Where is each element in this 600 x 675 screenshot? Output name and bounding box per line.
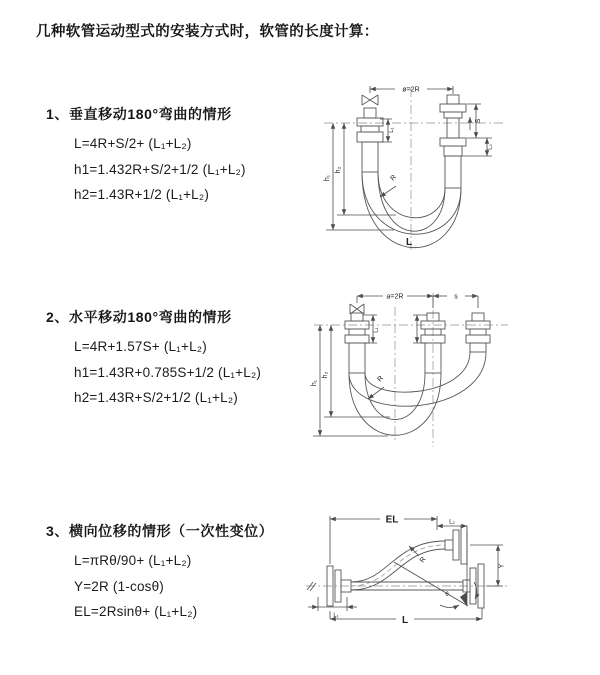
shifted-pipe-fitting (466, 313, 490, 352)
section-lateral-displacement (46, 521, 273, 625)
page-title: 几种软管运动型式的安装方式时，软管的长度计算： (36, 24, 379, 40)
break-mark (307, 582, 316, 591)
dim-label-l2: L₂ (449, 519, 455, 526)
right-pipe-fitting (440, 95, 466, 188)
section-horizontal-movement (46, 307, 261, 411)
dim-l2 (437, 520, 467, 527)
dim-label-y: Y (498, 563, 506, 569)
formula-line: L=4R+1.57S+ (L₁+L₂) (74, 339, 207, 354)
dim-label-l1: L₁ (389, 127, 395, 133)
dim-label-l2: L₂ (487, 144, 494, 150)
dim-label-el: EL (385, 514, 399, 526)
dim-h1 (324, 123, 394, 230)
formula-line: h1=1.43R+0.785S+1/2 (L₁+L₂) (74, 364, 262, 380)
radius-label: R (389, 173, 398, 183)
diagram-vertical-180-bend (300, 72, 530, 262)
dim-label-h1: h₁ (324, 174, 331, 182)
dim-l1 (308, 597, 357, 619)
dim-label-h2: h₂ (335, 166, 342, 174)
radius-label: R (418, 555, 428, 565)
dim-pitch-2r (370, 86, 453, 94)
radius-callout (380, 174, 398, 197)
section-1-formulas (46, 131, 246, 208)
dim-label-h2: h₂ (322, 371, 329, 379)
length-label: L (405, 237, 413, 248)
dim-l1 (379, 119, 395, 142)
angle-label: θ (445, 592, 449, 598)
formula-line: h1=1.432R+S/2+1/2 (L₁+L₂) (74, 161, 246, 177)
dim-label-l1: L₁ (333, 613, 339, 619)
u-hose-curves (349, 352, 486, 435)
valve-icon (362, 95, 378, 105)
dim-label-2r: a=2R (386, 293, 404, 301)
section-3-formulas (46, 548, 273, 625)
section-1-heading: 1、垂直移动180°弯曲的情形 (46, 106, 232, 122)
formula-line: h2=1.43R+S/2+1/2 (L₁+L₂) (74, 390, 238, 406)
formula-line: L=4R+S/2+ (L₁+L₂) (74, 136, 192, 151)
dim-y (470, 545, 506, 586)
dim-label-l1: L₁ (373, 327, 380, 333)
dim-label-s: s (454, 293, 458, 301)
upper-right-flange (445, 526, 467, 564)
radius-label: R (376, 374, 385, 384)
braided-hose-section (349, 343, 365, 373)
section-2-heading: 2、水平移动180°弯曲的情形 (46, 309, 232, 325)
dim-l2 (487, 138, 494, 156)
braided-hose-section (445, 156, 461, 188)
centerlines (324, 88, 506, 250)
section-3-heading: 3、横向位移的情形（一次性变位） (46, 523, 274, 539)
dim-label-h1: h₁ (311, 379, 318, 387)
dim-top (357, 294, 478, 309)
formula-line: EL=2Rsinθ+ (L₁+L₂) (74, 604, 198, 620)
dim-l (330, 608, 482, 626)
left-pipe-fitting (357, 108, 383, 172)
formula-line: Y=2R (1-cosθ) (74, 578, 165, 594)
formula-line: h2=1.43R+1/2 (L₁+L₂) (74, 187, 210, 203)
dim-label-l: L (401, 615, 409, 626)
centerlines (314, 293, 508, 447)
dim-label-s: S (475, 118, 482, 124)
diagram-lateral-displacement (290, 500, 580, 660)
formula-line: L=πRθ/90+ (L₁+L₂) (74, 553, 192, 568)
dim-label-2r: ø=2R (402, 86, 420, 94)
section-vertical-movement (46, 104, 246, 208)
section-2-formulas (46, 334, 261, 411)
radius-callout (409, 546, 428, 564)
braided-hose-section (362, 142, 378, 172)
valve-icon (350, 304, 364, 314)
diagram-horizontal-180-bend (300, 283, 530, 473)
s-curve-hose (351, 541, 445, 590)
